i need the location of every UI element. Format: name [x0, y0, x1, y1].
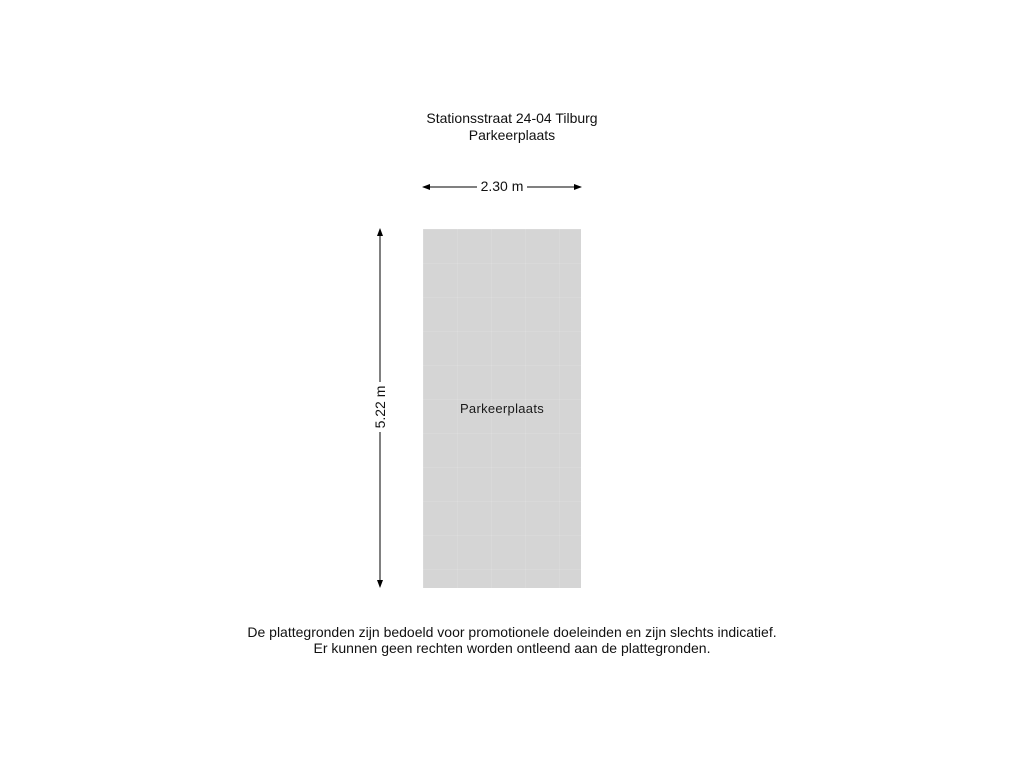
disclaimer: [212, 624, 812, 656]
disclaimer-line-1: De plattegronden zijn bedoeld voor promotionele doeleinden en zijn slechts indicatief.: [247, 624, 777, 640]
length-label: 5.22 m: [371, 382, 389, 432]
length-dimension: [370, 226, 390, 590]
width-dimension: [420, 177, 584, 197]
address-title: Stationsstraat 24-04 Tilburg: [426, 110, 598, 126]
parking-space-room: [423, 229, 581, 588]
width-label: 2.30 m: [477, 178, 527, 195]
room-label: Parkeerplaats: [459, 401, 545, 416]
plan-subtitle: Parkeerplaats: [468, 127, 556, 143]
disclaimer-line-2: Er kunnen geen rechten worden ontleend aan de plattegronden.: [313, 640, 711, 656]
plan-title: [362, 110, 662, 144]
